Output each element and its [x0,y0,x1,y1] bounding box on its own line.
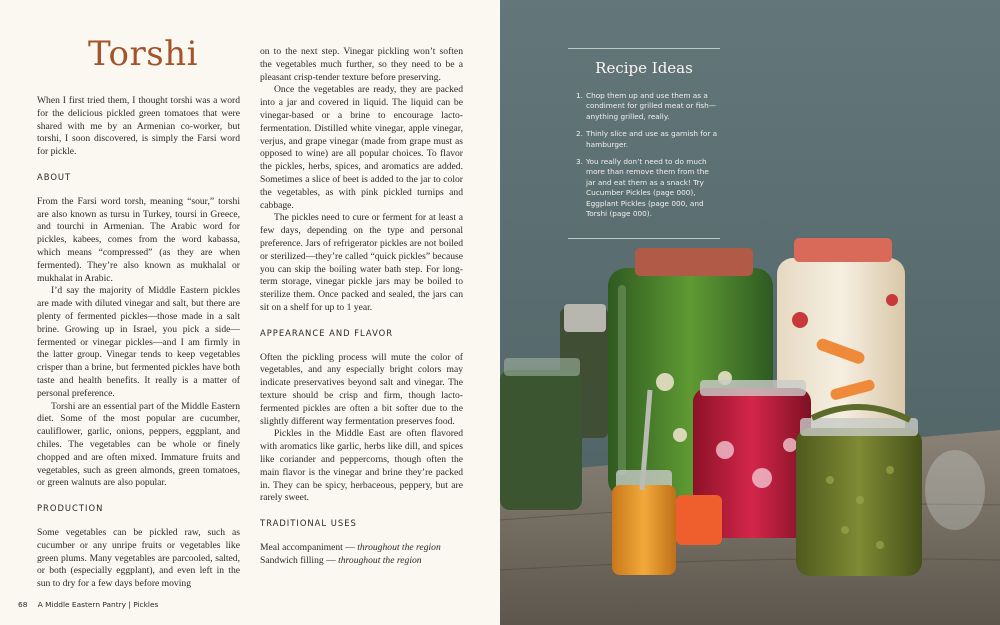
recipe-ideas-title: Recipe Ideas [595,59,693,77]
appearance-heading: APPEARANCE AND FLAVOR [260,327,394,338]
item-number: 2. [576,129,583,139]
item-number: 1. [576,91,583,100]
item-text: Thinly slice and use as garnish for a hamburger. [586,129,718,149]
running-head: A Middle Eastern Pantry | Pickles [37,600,159,609]
uses-heading: TRADITIONAL USES [260,518,357,529]
about-paragraph-1: From the Farsi word torsh, meaning “sour,” torshi are also known as tursu in Turkey, toursi in Greece, and tourchi in Armenian. The Arabic word for pickles, kabees, comes from the word kabassa, which means “compressed” (as they are when fermented). They’re also known as mukhalal or mukhalat in Arabic. [37,195,240,284]
production-paragraph-1: Some vegetables can be pickled raw, such as cucumber or any unripe fruits or vegetables like green plums. Many vegetables are parcooled, salted, or both (especially eggplant), and even left in the sun to dry for a few days before moving [37,526,240,590]
use-item [260,555,463,568]
recipe-ideas-list [568,91,720,219]
intro-paragraph: When I first tried them, I thought torshi was a word for the delicious pickled green tomatoes that were shared with me by an Armenian co-worker, but torshi, I soon discovered, is simply the Farsi word for pickle. [37,95,240,158]
page-footer [18,600,158,609]
production-paragraph-2: on to the next step. Vinegar pickling won’t soften the vegetables much further, so they need to be a pleasant crisp-tender texture before preserving. [260,46,463,83]
production-paragraph-4: The pickles need to cure or ferment for at least a few days, depending on the type and personal preference. Jars of refrigerator pickles are not boiled or sterilized—they’re called “quick pickles” because you can skip the boiling water bath step. For long-term storage, vinegar pickle jars may be boiled to sterilize them. Once packed and sealed, the jars can sit on a shelf for up to 1 year. [260,212,463,313]
appearance-paragraph-1: Often the pickling process will mute the color of vegetables, and any especially bright colors may indicate preservatives beyond salt and vinegar. The texture should be crisp and firm, though lacto-fermented pickles are often a bit softer due to the slightly different way fermentation preserves food. [260,351,463,427]
text-column-2 [260,46,463,567]
page-title: Torshi [88,34,198,74]
recipe-idea-item [578,157,720,219]
use-item [260,542,463,555]
about-paragraph-3: Torshi are an essential part of the Middle Eastern diet. Some of the most popular are cucumber, cauliflower, garlic, onions, peppers, eggplant, and chiles. The vegetables can be whole or finely chopped and are often mixed. Immature fruits and vegetables, such as green almonds, green tomatoes, or green walnuts are also popular. [37,400,240,489]
use-name: Meal accompaniment — [260,541,358,553]
production-paragraph-3: Once the vegetables are ready, they are packed into a jar and covered in liquid. The liquid can be vinegar-based or a brine to encourage lacto-fermentation. Distilled white vinegar, apple vinegar, verjus, and grape vinegar (made from grape must as opposed to wine) are all popular choices. To flavor the pickles, herbs, spices, and aromatics are added. Sometimes a slice of beet is added to the jar to color the vegetables, as with pink pickled turnips and cabbage. [260,84,463,211]
about-heading: ABOUT [37,171,72,182]
use-region: throughout the region [338,554,422,566]
item-number: 3. [576,157,583,167]
uses-list [260,542,463,568]
page-number: 68 [18,600,28,609]
recipe-idea-item [578,91,720,122]
text-column-1 [37,95,240,591]
about-paragraph-2: I’d say the majority of Middle Eastern pickles are made with diluted vinegar and salt, but there are plenty of fermented pickles—those made in a salt brine. Growing up in Israel, you pick a side—fermented or vinegar pickles—and I am firmly in the latter group. Vinegar tends to keep vegetables crisper than a brine, but fermented pickles have both taste and health benefits. It really is a matter of personal preference. [37,285,240,399]
recipe-idea-item [578,129,720,150]
use-name: Sandwich filling — [260,554,339,566]
production-heading: PRODUCTION [37,503,104,514]
recipe-ideas-box [568,48,720,239]
use-region: throughout the region [357,541,441,553]
item-text: Chop them up and use them as a condiment for grilled meat or fish—anything grilled, really. [586,91,717,121]
item-text: You really don’t need to do much more than remove them from the jar and eat them as a snack! Try Cucumber Pickles (page 000), Eggplant Pickles (page 000, and Torshi (page 000). [586,157,709,219]
appearance-paragraph-2: Pickles in the Middle East are often flavored with aromatics like garlic, herbs like dill, and spices like coriander and peppercorns, though often the main flavor is the vinegar and brine they’re packed in. They can be spicy, herbaceous, peppery, but are rarely sweet. [260,428,463,504]
